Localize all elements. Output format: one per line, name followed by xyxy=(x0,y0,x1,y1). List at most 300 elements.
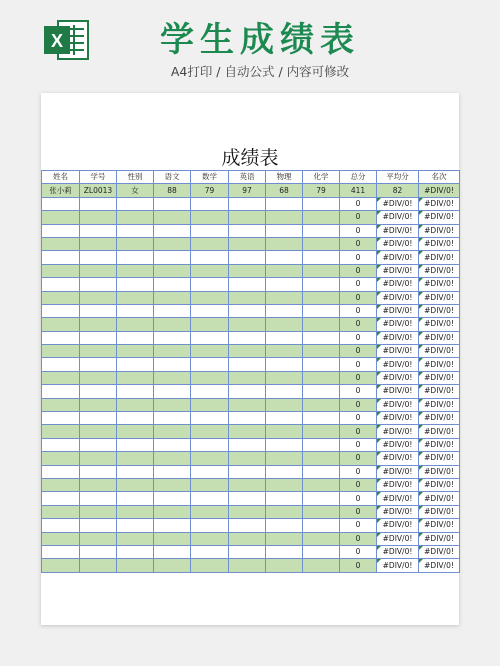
table-cell[interactable] xyxy=(154,492,191,505)
table-cell[interactable] xyxy=(229,237,266,250)
table-cell[interactable] xyxy=(80,425,117,438)
table-cell[interactable] xyxy=(117,318,154,331)
table-cell[interactable] xyxy=(117,519,154,532)
table-cell[interactable] xyxy=(191,425,229,438)
table-cell[interactable] xyxy=(42,452,80,465)
table-cell[interactable] xyxy=(191,211,229,224)
table-cell[interactable] xyxy=(154,478,191,491)
table-cell[interactable] xyxy=(191,345,229,358)
table-cell[interactable] xyxy=(266,251,303,264)
table-cell[interactable] xyxy=(266,425,303,438)
table-cell[interactable]: #DIV/0! xyxy=(419,412,460,425)
table-cell[interactable] xyxy=(117,492,154,505)
table-cell[interactable] xyxy=(229,425,266,438)
table-cell[interactable] xyxy=(303,278,340,291)
table-cell[interactable]: 0 xyxy=(340,211,377,224)
table-cell[interactable] xyxy=(191,291,229,304)
table-cell[interactable]: #DIV/0! xyxy=(419,318,460,331)
table-cell[interactable] xyxy=(303,291,340,304)
table-cell[interactable] xyxy=(117,532,154,545)
table-cell[interactable] xyxy=(117,304,154,317)
table-cell[interactable] xyxy=(266,331,303,344)
table-cell[interactable]: #DIV/0! xyxy=(419,478,460,491)
table-cell[interactable] xyxy=(42,291,80,304)
table-cell[interactable] xyxy=(42,532,80,545)
table-cell[interactable] xyxy=(229,224,266,237)
table-cell[interactable] xyxy=(42,385,80,398)
column-header[interactable]: 性别 xyxy=(117,171,154,184)
table-cell[interactable]: 0 xyxy=(340,291,377,304)
column-header[interactable]: 平均分 xyxy=(377,171,419,184)
table-cell[interactable]: 0 xyxy=(340,385,377,398)
table-cell[interactable]: #DIV/0! xyxy=(419,184,460,197)
table-cell[interactable] xyxy=(42,478,80,491)
table-cell[interactable] xyxy=(266,398,303,411)
table-cell[interactable] xyxy=(117,465,154,478)
table-cell[interactable]: 79 xyxy=(191,184,229,197)
table-cell[interactable]: 0 xyxy=(340,304,377,317)
table-cell[interactable] xyxy=(42,211,80,224)
table-cell[interactable] xyxy=(229,492,266,505)
table-cell[interactable] xyxy=(191,278,229,291)
table-cell[interactable] xyxy=(191,264,229,277)
table-cell[interactable] xyxy=(266,345,303,358)
table-cell[interactable] xyxy=(154,385,191,398)
table-cell[interactable] xyxy=(266,438,303,451)
table-cell[interactable]: 0 xyxy=(340,224,377,237)
table-cell[interactable] xyxy=(80,452,117,465)
table-cell[interactable] xyxy=(80,345,117,358)
table-cell[interactable] xyxy=(266,237,303,250)
table-cell[interactable] xyxy=(229,385,266,398)
table-cell[interactable] xyxy=(80,278,117,291)
table-cell[interactable] xyxy=(229,452,266,465)
table-cell[interactable] xyxy=(80,251,117,264)
table-cell[interactable]: #DIV/0! xyxy=(419,251,460,264)
table-cell[interactable] xyxy=(80,304,117,317)
table-cell[interactable] xyxy=(229,398,266,411)
table-cell[interactable] xyxy=(303,492,340,505)
table-cell[interactable] xyxy=(154,264,191,277)
table-cell[interactable] xyxy=(154,398,191,411)
table-cell[interactable] xyxy=(42,465,80,478)
table-cell[interactable] xyxy=(42,358,80,371)
table-cell[interactable] xyxy=(42,519,80,532)
table-cell[interactable]: #DIV/0! xyxy=(377,452,419,465)
table-cell[interactable]: #DIV/0! xyxy=(377,559,419,572)
table-cell[interactable] xyxy=(80,505,117,518)
table-cell[interactable] xyxy=(229,505,266,518)
table-cell[interactable] xyxy=(154,318,191,331)
table-cell[interactable] xyxy=(303,345,340,358)
table-cell[interactable] xyxy=(42,492,80,505)
table-cell[interactable] xyxy=(42,425,80,438)
table-cell[interactable] xyxy=(266,412,303,425)
table-cell[interactable]: 411 xyxy=(340,184,377,197)
table-cell[interactable] xyxy=(80,291,117,304)
table-cell[interactable]: #DIV/0! xyxy=(419,385,460,398)
table-cell[interactable] xyxy=(80,559,117,572)
table-cell[interactable]: 82 xyxy=(377,184,419,197)
table-cell[interactable] xyxy=(80,519,117,532)
table-cell[interactable] xyxy=(266,371,303,384)
table-cell[interactable] xyxy=(191,438,229,451)
table-cell[interactable] xyxy=(80,478,117,491)
table-cell[interactable]: #DIV/0! xyxy=(377,251,419,264)
table-cell[interactable] xyxy=(154,412,191,425)
table-cell[interactable]: #DIV/0! xyxy=(377,545,419,558)
table-cell[interactable] xyxy=(266,278,303,291)
table-cell[interactable] xyxy=(191,519,229,532)
table-cell[interactable] xyxy=(303,519,340,532)
table-cell[interactable] xyxy=(303,237,340,250)
table-cell[interactable] xyxy=(117,358,154,371)
table-cell[interactable] xyxy=(303,264,340,277)
table-cell[interactable] xyxy=(266,291,303,304)
table-cell[interactable] xyxy=(266,465,303,478)
table-cell[interactable] xyxy=(303,545,340,558)
table-cell[interactable]: 0 xyxy=(340,251,377,264)
table-cell[interactable] xyxy=(191,318,229,331)
table-cell[interactable] xyxy=(80,211,117,224)
table-cell[interactable]: #DIV/0! xyxy=(419,278,460,291)
table-cell[interactable] xyxy=(154,278,191,291)
table-cell[interactable]: 0 xyxy=(340,264,377,277)
table-cell[interactable]: 0 xyxy=(340,358,377,371)
table-cell[interactable] xyxy=(154,371,191,384)
table-cell[interactable]: 0 xyxy=(340,278,377,291)
table-cell[interactable] xyxy=(154,211,191,224)
table-cell[interactable]: 0 xyxy=(340,505,377,518)
table-cell[interactable] xyxy=(303,532,340,545)
table-cell[interactable]: 0 xyxy=(340,545,377,558)
table-cell[interactable] xyxy=(229,465,266,478)
table-cell[interactable] xyxy=(154,345,191,358)
table-cell[interactable] xyxy=(42,304,80,317)
table-cell[interactable] xyxy=(154,251,191,264)
table-cell[interactable] xyxy=(117,545,154,558)
table-cell[interactable]: 女 xyxy=(117,184,154,197)
table-cell[interactable] xyxy=(117,211,154,224)
table-cell[interactable] xyxy=(80,438,117,451)
table-cell[interactable] xyxy=(191,412,229,425)
table-cell[interactable] xyxy=(80,465,117,478)
table-cell[interactable]: #DIV/0! xyxy=(419,519,460,532)
table-cell[interactable] xyxy=(229,318,266,331)
table-cell[interactable]: #DIV/0! xyxy=(419,398,460,411)
table-cell[interactable] xyxy=(191,398,229,411)
table-cell[interactable]: 79 xyxy=(303,184,340,197)
table-cell[interactable] xyxy=(229,358,266,371)
table-cell[interactable]: 0 xyxy=(340,438,377,451)
table-cell[interactable]: #DIV/0! xyxy=(419,492,460,505)
table-cell[interactable] xyxy=(303,224,340,237)
table-cell[interactable] xyxy=(42,345,80,358)
table-cell[interactable] xyxy=(42,398,80,411)
table-cell[interactable] xyxy=(229,251,266,264)
table-cell[interactable] xyxy=(191,371,229,384)
column-header[interactable]: 姓名 xyxy=(42,171,80,184)
table-cell[interactable] xyxy=(154,559,191,572)
table-cell[interactable]: #DIV/0! xyxy=(377,532,419,545)
table-cell[interactable] xyxy=(117,559,154,572)
table-cell[interactable] xyxy=(42,545,80,558)
table-cell[interactable]: #DIV/0! xyxy=(419,425,460,438)
table-cell[interactable] xyxy=(266,264,303,277)
table-cell[interactable] xyxy=(266,304,303,317)
table-cell[interactable] xyxy=(191,559,229,572)
table-cell[interactable] xyxy=(117,505,154,518)
table-cell[interactable] xyxy=(42,438,80,451)
table-cell[interactable] xyxy=(229,211,266,224)
table-cell[interactable] xyxy=(191,532,229,545)
table-cell[interactable]: #DIV/0! xyxy=(419,224,460,237)
table-cell[interactable] xyxy=(154,291,191,304)
table-cell[interactable]: #DIV/0! xyxy=(419,197,460,210)
table-cell[interactable]: #DIV/0! xyxy=(377,211,419,224)
table-cell[interactable]: #DIV/0! xyxy=(377,358,419,371)
column-header[interactable]: 数学 xyxy=(191,171,229,184)
table-cell[interactable]: #DIV/0! xyxy=(419,291,460,304)
table-cell[interactable] xyxy=(229,291,266,304)
table-cell[interactable]: 0 xyxy=(340,197,377,210)
table-cell[interactable]: 0 xyxy=(340,237,377,250)
table-cell[interactable] xyxy=(80,398,117,411)
table-cell[interactable] xyxy=(80,371,117,384)
table-cell[interactable] xyxy=(229,478,266,491)
table-cell[interactable]: #DIV/0! xyxy=(377,505,419,518)
table-cell[interactable] xyxy=(154,519,191,532)
table-cell[interactable] xyxy=(229,519,266,532)
table-cell[interactable] xyxy=(266,452,303,465)
table-cell[interactable]: ZL0013 xyxy=(80,184,117,197)
table-cell[interactable] xyxy=(80,264,117,277)
table-cell[interactable] xyxy=(117,345,154,358)
table-cell[interactable] xyxy=(303,505,340,518)
table-cell[interactable]: 0 xyxy=(340,412,377,425)
table-cell[interactable] xyxy=(154,197,191,210)
table-cell[interactable] xyxy=(154,425,191,438)
table-cell[interactable]: #DIV/0! xyxy=(377,425,419,438)
table-cell[interactable] xyxy=(154,304,191,317)
table-cell[interactable]: #DIV/0! xyxy=(419,545,460,558)
table-cell[interactable] xyxy=(80,237,117,250)
table-cell[interactable] xyxy=(80,197,117,210)
table-cell[interactable] xyxy=(154,452,191,465)
table-cell[interactable] xyxy=(229,371,266,384)
table-cell[interactable] xyxy=(303,452,340,465)
table-cell[interactable]: #DIV/0! xyxy=(377,385,419,398)
table-cell[interactable] xyxy=(80,385,117,398)
table-cell[interactable]: #DIV/0! xyxy=(377,291,419,304)
table-cell[interactable]: #DIV/0! xyxy=(377,278,419,291)
table-cell[interactable] xyxy=(42,331,80,344)
table-cell[interactable] xyxy=(117,371,154,384)
table-cell[interactable] xyxy=(303,398,340,411)
column-header[interactable]: 学号 xyxy=(80,171,117,184)
table-cell[interactable]: 0 xyxy=(340,318,377,331)
table-cell[interactable]: 0 xyxy=(340,559,377,572)
table-cell[interactable]: 张小莉 xyxy=(42,184,80,197)
table-cell[interactable]: #DIV/0! xyxy=(419,237,460,250)
table-cell[interactable] xyxy=(42,371,80,384)
table-cell[interactable] xyxy=(42,278,80,291)
table-cell[interactable] xyxy=(303,318,340,331)
table-cell[interactable] xyxy=(117,412,154,425)
table-cell[interactable] xyxy=(191,465,229,478)
table-cell[interactable] xyxy=(229,197,266,210)
table-cell[interactable] xyxy=(80,545,117,558)
table-cell[interactable] xyxy=(266,385,303,398)
table-cell[interactable]: #DIV/0! xyxy=(377,438,419,451)
table-cell[interactable] xyxy=(80,224,117,237)
table-cell[interactable] xyxy=(154,224,191,237)
column-header[interactable]: 总分 xyxy=(340,171,377,184)
table-cell[interactable] xyxy=(154,438,191,451)
table-cell[interactable]: 0 xyxy=(340,345,377,358)
table-cell[interactable]: #DIV/0! xyxy=(377,224,419,237)
table-cell[interactable] xyxy=(191,385,229,398)
table-cell[interactable]: #DIV/0! xyxy=(377,371,419,384)
table-cell[interactable]: #DIV/0! xyxy=(377,519,419,532)
table-cell[interactable]: 68 xyxy=(266,184,303,197)
table-cell[interactable]: #DIV/0! xyxy=(419,452,460,465)
table-cell[interactable] xyxy=(117,331,154,344)
table-cell[interactable] xyxy=(117,425,154,438)
table-cell[interactable] xyxy=(303,438,340,451)
table-cell[interactable] xyxy=(191,358,229,371)
table-cell[interactable]: #DIV/0! xyxy=(419,438,460,451)
table-cell[interactable] xyxy=(80,318,117,331)
table-cell[interactable]: 0 xyxy=(340,532,377,545)
table-cell[interactable] xyxy=(191,505,229,518)
table-cell[interactable] xyxy=(154,237,191,250)
table-cell[interactable] xyxy=(191,237,229,250)
table-cell[interactable] xyxy=(42,412,80,425)
table-cell[interactable] xyxy=(266,318,303,331)
table-cell[interactable] xyxy=(191,545,229,558)
table-cell[interactable] xyxy=(229,278,266,291)
table-cell[interactable] xyxy=(80,331,117,344)
table-cell[interactable] xyxy=(266,478,303,491)
table-cell[interactable]: #DIV/0! xyxy=(377,304,419,317)
table-cell[interactable]: 0 xyxy=(340,452,377,465)
table-cell[interactable] xyxy=(303,559,340,572)
table-cell[interactable] xyxy=(191,224,229,237)
table-cell[interactable] xyxy=(154,532,191,545)
table-cell[interactable] xyxy=(303,251,340,264)
table-cell[interactable] xyxy=(266,532,303,545)
table-cell[interactable]: 0 xyxy=(340,398,377,411)
table-cell[interactable]: 0 xyxy=(340,465,377,478)
table-cell[interactable] xyxy=(303,371,340,384)
table-cell[interactable] xyxy=(303,211,340,224)
column-header[interactable]: 化学 xyxy=(303,171,340,184)
table-cell[interactable] xyxy=(229,331,266,344)
table-cell[interactable] xyxy=(303,385,340,398)
table-cell[interactable] xyxy=(42,318,80,331)
table-cell[interactable]: #DIV/0! xyxy=(377,492,419,505)
table-cell[interactable]: 0 xyxy=(340,425,377,438)
table-cell[interactable]: 0 xyxy=(340,492,377,505)
table-cell[interactable] xyxy=(117,278,154,291)
table-cell[interactable] xyxy=(229,345,266,358)
table-cell[interactable] xyxy=(229,545,266,558)
table-cell[interactable] xyxy=(266,358,303,371)
table-cell[interactable] xyxy=(42,251,80,264)
table-cell[interactable] xyxy=(117,452,154,465)
table-cell[interactable]: 0 xyxy=(340,478,377,491)
table-cell[interactable] xyxy=(154,465,191,478)
table-cell[interactable]: 97 xyxy=(229,184,266,197)
table-cell[interactable] xyxy=(266,492,303,505)
table-cell[interactable] xyxy=(117,237,154,250)
table-cell[interactable]: 0 xyxy=(340,331,377,344)
table-cell[interactable]: 0 xyxy=(340,371,377,384)
table-cell[interactable] xyxy=(229,264,266,277)
table-cell[interactable] xyxy=(42,264,80,277)
table-cell[interactable]: #DIV/0! xyxy=(377,412,419,425)
table-cell[interactable] xyxy=(229,532,266,545)
table-cell[interactable] xyxy=(229,559,266,572)
table-cell[interactable] xyxy=(117,264,154,277)
table-cell[interactable]: #DIV/0! xyxy=(377,318,419,331)
table-cell[interactable] xyxy=(191,452,229,465)
table-cell[interactable] xyxy=(191,478,229,491)
table-cell[interactable] xyxy=(154,505,191,518)
column-header[interactable]: 物理 xyxy=(266,171,303,184)
table-cell[interactable] xyxy=(117,291,154,304)
table-cell[interactable]: #DIV/0! xyxy=(377,331,419,344)
column-header[interactable]: 英语 xyxy=(229,171,266,184)
table-cell[interactable]: 0 xyxy=(340,519,377,532)
table-cell[interactable] xyxy=(266,519,303,532)
table-cell[interactable] xyxy=(42,237,80,250)
table-cell[interactable] xyxy=(80,412,117,425)
table-cell[interactable] xyxy=(303,465,340,478)
table-cell[interactable]: #DIV/0! xyxy=(419,345,460,358)
table-cell[interactable] xyxy=(266,559,303,572)
table-cell[interactable] xyxy=(229,412,266,425)
table-cell[interactable]: #DIV/0! xyxy=(419,559,460,572)
table-cell[interactable] xyxy=(117,197,154,210)
table-cell[interactable] xyxy=(266,211,303,224)
table-cell[interactable]: #DIV/0! xyxy=(419,505,460,518)
table-cell[interactable] xyxy=(117,398,154,411)
table-cell[interactable] xyxy=(154,331,191,344)
table-cell[interactable]: #DIV/0! xyxy=(377,398,419,411)
table-cell[interactable]: #DIV/0! xyxy=(377,237,419,250)
table-cell[interactable] xyxy=(80,532,117,545)
table-cell[interactable]: #DIV/0! xyxy=(419,304,460,317)
table-cell[interactable]: #DIV/0! xyxy=(419,331,460,344)
table-cell[interactable] xyxy=(191,492,229,505)
table-cell[interactable] xyxy=(117,438,154,451)
table-cell[interactable] xyxy=(303,478,340,491)
table-cell[interactable] xyxy=(154,545,191,558)
table-cell[interactable] xyxy=(303,304,340,317)
table-cell[interactable] xyxy=(42,505,80,518)
table-cell[interactable] xyxy=(303,197,340,210)
table-cell[interactable]: #DIV/0! xyxy=(377,197,419,210)
column-header[interactable]: 名次 xyxy=(419,171,460,184)
table-cell[interactable]: #DIV/0! xyxy=(377,478,419,491)
table-cell[interactable] xyxy=(266,197,303,210)
table-cell[interactable] xyxy=(80,492,117,505)
table-cell[interactable]: #DIV/0! xyxy=(377,264,419,277)
table-cell[interactable]: #DIV/0! xyxy=(419,358,460,371)
table-cell[interactable] xyxy=(42,224,80,237)
